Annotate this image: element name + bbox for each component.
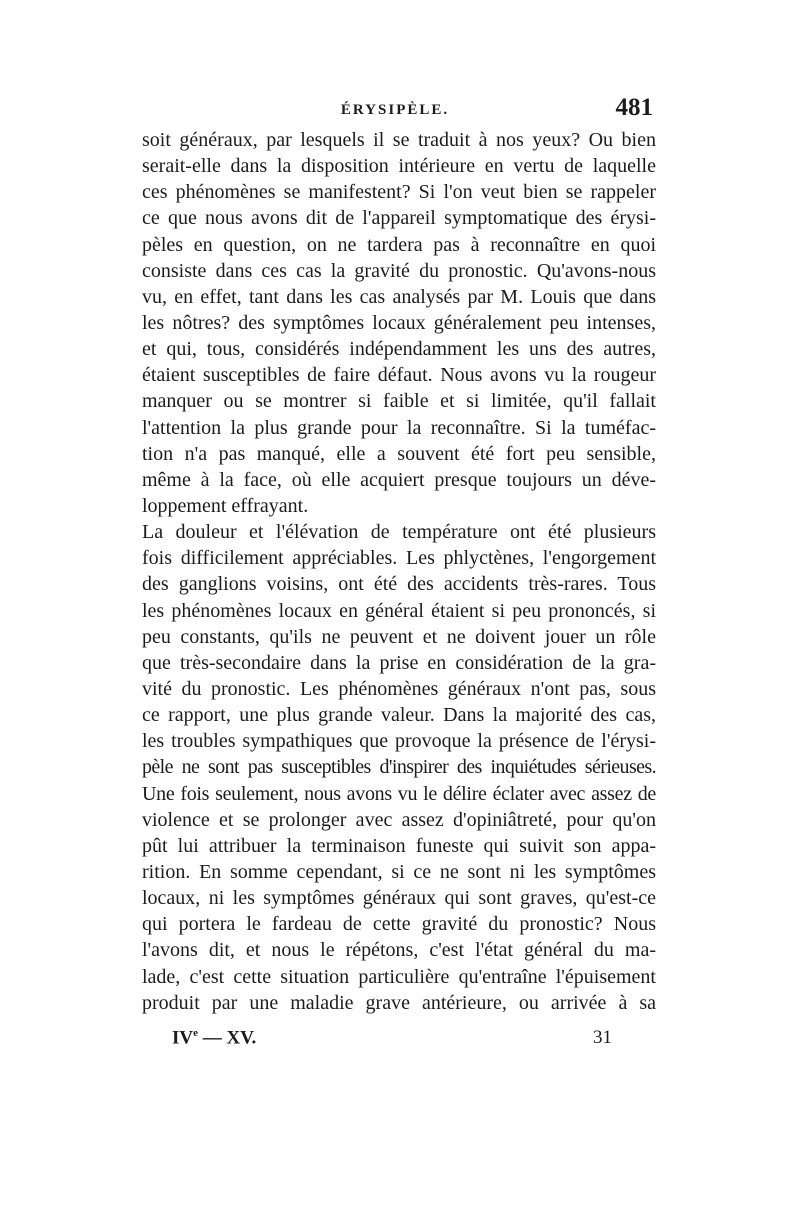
text-line: vité du pronostic. Les phénomènes généraux n'ont pas, sous <box>142 677 656 700</box>
text-line: rition. En somme cependant, si ce ne sont ni les symptômes <box>142 860 656 883</box>
text-line: ce que nous avons dit de l'appareil symptomatique des érysi- <box>142 207 656 230</box>
text-line: les nôtres? des symptômes locaux généralement peu intenses, <box>142 311 656 334</box>
text-line: loppement effrayant. <box>142 494 309 517</box>
text-line: des ganglions voisins, ont été des accidents très-rares. Tous <box>142 573 656 596</box>
text-line: les troubles sympathiques que provoque la présence de l'érysi- <box>142 730 656 753</box>
text-line: soit généraux, par lesquels il se traduit à nos yeux? Ou bien <box>142 129 656 151</box>
running-title: ÉRYSIPÈLE. <box>340 102 450 118</box>
text-line: lade, c'est cette situation particulière qu'entraîne l'épuisement <box>142 965 656 988</box>
text-line: l'avons dit, et nous le répétons, c'est l'état général du ma- <box>142 939 656 962</box>
signature-roman: IV <box>172 1027 194 1049</box>
text-line: fois difficilement appréciables. Les phlyctènes, l'engorgement <box>142 547 656 570</box>
text-line: produit par une maladie grave antérieure, ou arrivée à sa <box>142 991 656 1014</box>
page-footer <box>172 1027 612 1053</box>
text-line: pût lui attribuer la terminaison funeste qui suivit son appa- <box>142 834 656 857</box>
text-line: violence et se prolonger avec assez d'opiniâtreté, pour qu'on <box>142 808 656 831</box>
text-line: tion n'a pas manqué, elle a souvent été fort peu sensible, <box>142 442 656 465</box>
text-line: étaient susceptibles de faire défaut. Nous avons vu la rougeur <box>142 364 656 387</box>
text-line: et qui, tous, considérés indépendamment les uns des autres, <box>142 338 656 361</box>
text-line: que très-secondaire dans la prise en considération de la gra- <box>142 651 656 674</box>
text-line: manquer ou se montrer si faible et si limitée, qu'il fallait <box>142 390 656 413</box>
text-line: serait-elle dans la disposition intérieure en vertu de laquelle <box>142 155 656 178</box>
text-line: pèles en question, on ne tardera pas à reconnaître en quoi <box>142 233 656 256</box>
text-line: ces phénomènes se manifestent? Si l'on veut bien se rappeler <box>142 181 656 204</box>
text-line: Une fois seulement, nous avons vu le délire éclater avec assez de <box>142 782 656 805</box>
signature-rest: — XV. <box>198 1027 257 1049</box>
body-text <box>142 127 656 1016</box>
text-line: locaux, ni les symptômes généraux qui sont graves, qu'est-ce <box>142 887 656 910</box>
signature-superscript: e <box>193 1027 199 1039</box>
text-line: consiste dans ces cas la gravité du pronostic. Qu'avons-nous <box>142 259 656 282</box>
text-line: pèle ne sont pas susceptibles d'inspirer des inquiétudes sérieuses. <box>142 756 656 779</box>
text-line: l'attention la plus grande pour la reconnaître. Si la tuméfac- <box>142 416 656 439</box>
text-line: La douleur et l'élévation de température ont été plusieurs <box>142 521 656 544</box>
text-line: même à la face, où elle acquiert presque toujours un déve- <box>142 468 656 491</box>
signature-mark <box>172 1027 256 1049</box>
text-line: vu, en effet, tant dans les cas analysés par M. Louis que dans <box>142 285 656 308</box>
text-line: ce rapport, une plus grande valeur. Dans la majorité des cas, <box>142 704 656 727</box>
text-line: peu constants, qu'ils ne peuvent et ne doivent jouer un rôle <box>142 625 656 648</box>
text-line: les phénomènes locaux en général étaient si peu prononcés, si <box>142 599 656 622</box>
text-line: qui portera le fardeau de cette gravité du pronostic? Nous <box>142 913 656 936</box>
page-number: 481 <box>615 94 653 121</box>
sheet-number: 31 <box>593 1027 612 1048</box>
page-header <box>137 94 653 124</box>
